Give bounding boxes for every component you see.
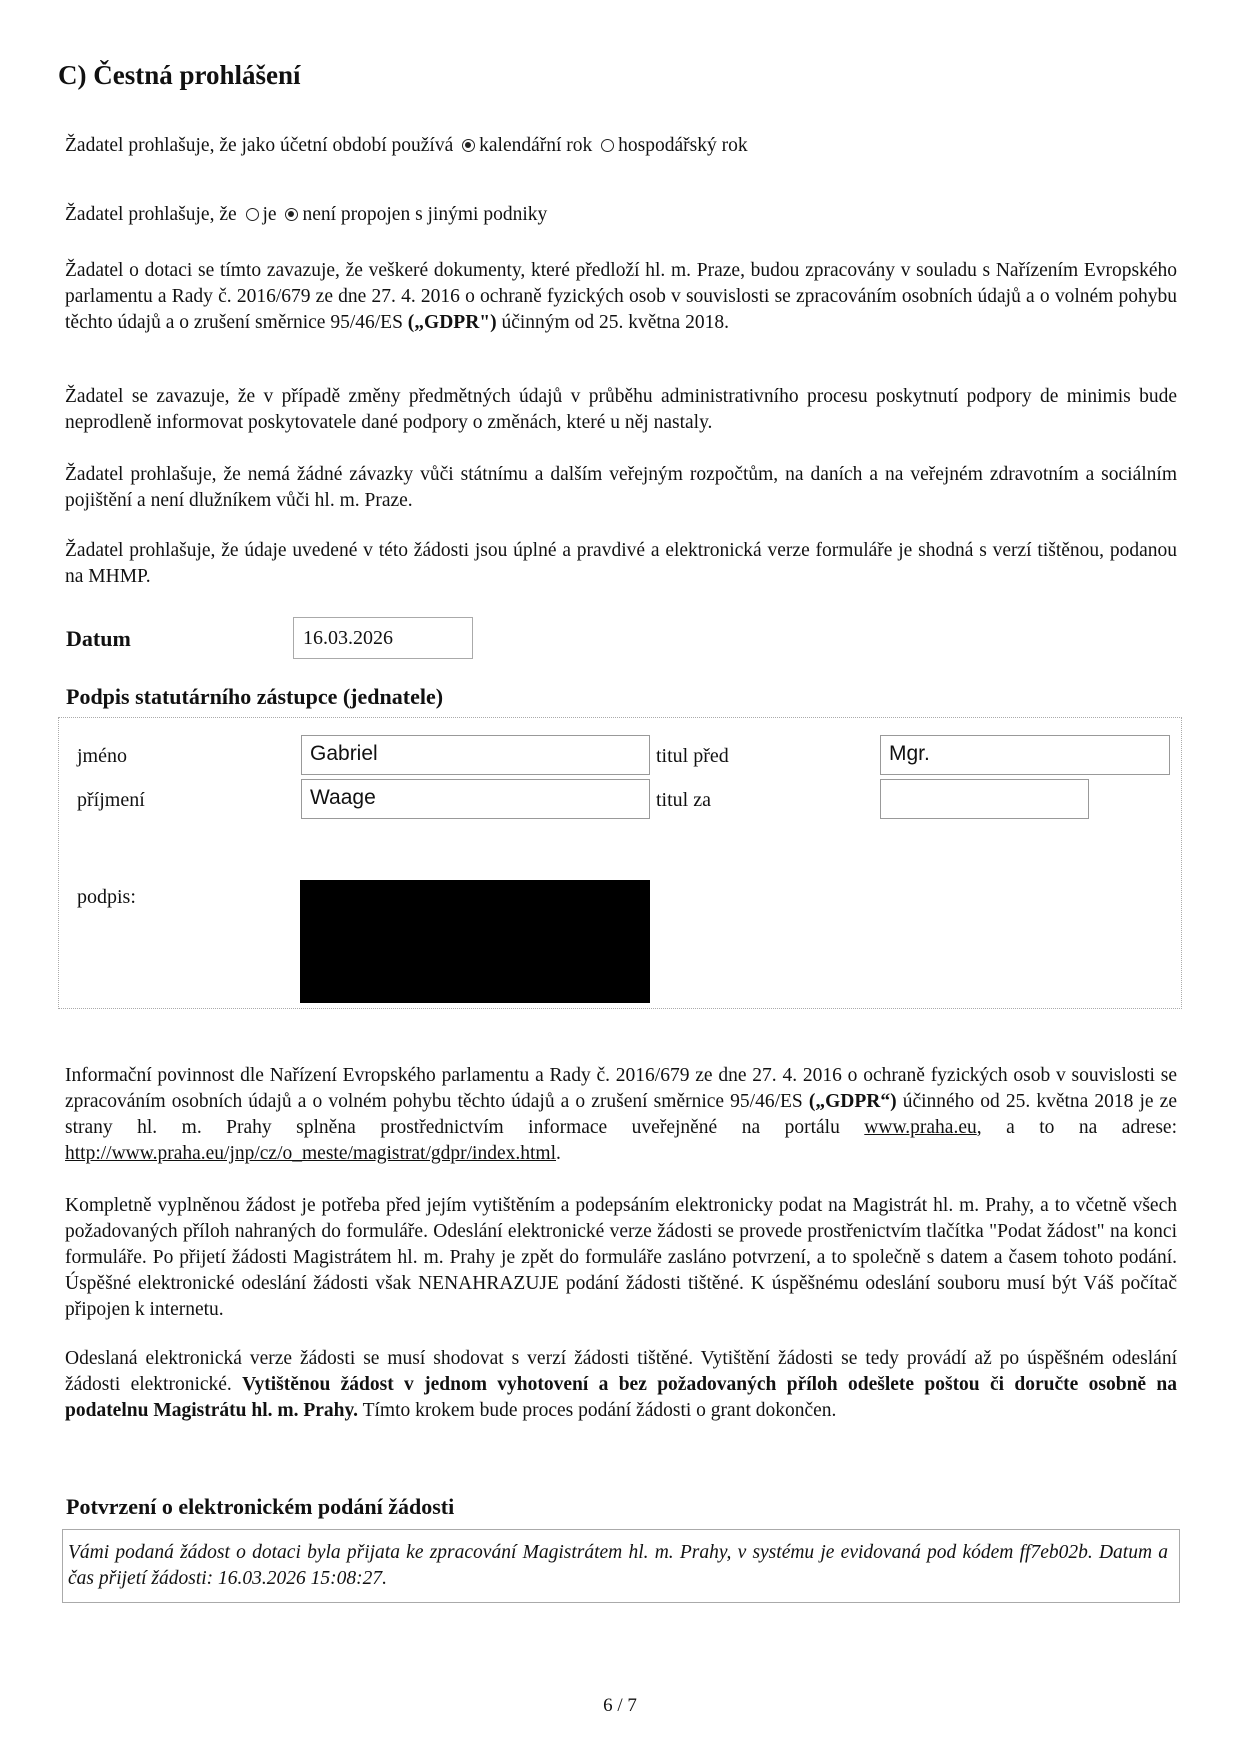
no-debts-paragraph: Žadatel prohlašuje, že nemá žádné závazky vůči státnímu a dalším veřejným rozpočtům, na daních a na veřejném zdravotním a sociálním pojištění a není dlužníkem vůči hl. m. Praze. <box>65 464 1177 511</box>
label-calendar-year: kalendářní rok <box>479 135 593 156</box>
title-after-label: titul za <box>656 789 711 811</box>
radio-linked-is[interactable] <box>246 208 259 221</box>
date-value: 16.03.2026 <box>303 627 393 649</box>
print-info-paragraph <box>65 1346 1177 1424</box>
radio-linked-isnot[interactable] <box>285 208 298 221</box>
linked-enterprises-row <box>65 202 547 228</box>
label-linked-is: je <box>262 204 277 225</box>
gdpr-commitment-text-2: účinným od 25. května 2018. <box>496 312 729 333</box>
first-name-input[interactable]: Gabriel <box>301 735 650 775</box>
title-after-input[interactable] <box>880 779 1089 819</box>
print-info-text-1: Odeslaná elektronická verze žádosti se musí shodovat s verzí žádosti tištěné. Vytištění žádosti se tedy provádí až po úspěšném odeslání žádosti elektronické. <box>65 1348 1177 1395</box>
gdpr-commitment-paragraph <box>65 258 1177 336</box>
submit-info-paragraph: Kompletně vyplněnou žádost je potřeba před jejím vytištěním a podepsáním elektronicky podat na Magistrát hl. m. Prahy, a to včetně všech požadovaných příloh nahraných do formuláře. Odeslání elektronické verze žádosti se provede prostřenictvím tlačítka "Podat žádost" na konci formuláře. Po přijetí žádosti Magistrátem hl. m. Prahy je zpět do formuláře zasláno potvrzení, a to společně s datem a časem tohoto podání. Úspěšné elektronické odeslání žádosti však NENAHRAZUJE podání žádosti tištěné. K úspěšnému odeslání souboru musí být Váš počítač připojen k internetu. <box>65 1195 1177 1320</box>
label-linked-isnot: není propojen s jinými podniky <box>302 204 548 225</box>
data-true-paragraph: Žadatel prohlašuje, že údaje uvedené v této žádosti jsou úplné a pravdivé a elektronická verze formuláře je shodná s verzí tištěnou, podanou na MHMP. <box>65 540 1177 587</box>
praha-portal-link[interactable]: www.praha.eu <box>864 1117 977 1138</box>
confirmation-box <box>62 1529 1180 1603</box>
gdpr-commitment-text-1: Žadatel o dotaci se tímto zavazuje, že veškeré dokumenty, které předloží hl. m. Praze, budou zpracovány v souladu s Nařízením Evropského parlamentu a Rady č. 2016/679 ze dne 27. 4. 2016 o ochraně fyzických osob v souvislosti se zpracováním osobních údajů a o volném pohybu těchto údajů a o zrušení směrnice 95/46/ES <box>65 260 1177 333</box>
info-duty-text-2: účinného od 25. května 2018 je ze strany hl. m. Prahy splněna prostřednictvím informace uveřejněné na portálu <box>65 1091 1177 1138</box>
info-duty-text-3: , a to na adrese: <box>976 1117 1177 1138</box>
accounting-prefix: Žadatel prohlašuje, že jako účetní období používá <box>65 135 454 156</box>
first-name-label: jméno <box>77 745 127 767</box>
date-field[interactable] <box>293 617 473 659</box>
info-duty-text-1: Informační povinnost dle Nařízení Evropského parlamentu a Rady č. 2016/679 ze dne 27. 4. 2016 o ochraně fyzických osob v souvislosti se zpracováním osobních údajů a o volném pohybu těchto údajů a o zrušení směrnice 95/46/ES <box>65 1065 1177 1112</box>
accounting-period-row <box>65 133 748 159</box>
label-fiscal-year: hospodářský rok <box>618 135 748 156</box>
change-notice-paragraph: Žadatel se zavazuje, že v případě změny předmětných údajů v průběhu administrativního procesu poskytnutí podpory de minimis bude neprodleně informovat poskytovatele dané podpory o změnách, které u něj nastaly. <box>65 386 1177 433</box>
confirmation-title: Potvrzení o elektronickém podání žádosti <box>66 1494 455 1519</box>
linked-prefix: Žadatel prohlašuje, že <box>65 204 237 225</box>
signature-redacted-area <box>300 880 650 1003</box>
radio-calendar-year[interactable] <box>462 139 475 152</box>
info-duty-bold: („GDPR“) <box>808 1091 897 1112</box>
radio-fiscal-year[interactable] <box>601 139 614 152</box>
gdpr-page-link[interactable]: http://www.praha.eu/jnp/cz/o_meste/magistrat/gdpr/index.html <box>65 1143 557 1164</box>
section-title: C) Čestná prohlášení <box>58 60 301 90</box>
date-label: Datum <box>66 626 131 651</box>
gdpr-commitment-bold: („GDPR") <box>407 312 497 333</box>
print-info-text-2: Tímto krokem bude proces podání žádosti o grant dokončen. <box>358 1400 837 1421</box>
signature-section-title: Podpis statutárního zástupce (jednatele) <box>66 684 444 709</box>
title-before-label: titul před <box>656 745 729 767</box>
confirmation-text: Vámi podaná žádost o dotaci byla přijata ke zpracování Magistrátem hl. m. Prahy, v systému je evidovaná pod kódem ff7eb02b. Datum a čas přijetí žádosti: 16.03.2026 15:08:27. <box>68 1542 1168 1589</box>
info-duty-text-4: . <box>556 1143 561 1164</box>
last-name-input[interactable]: Waage <box>301 779 650 819</box>
last-name-label: příjmení <box>77 789 145 811</box>
print-info-bold: Vytištěnou žádost v jednom vyhotovení a bez požadovaných příloh odešlete poštou či doručte osobně na podatelnu Magistrátu hl. m. Prahy. <box>65 1374 1177 1421</box>
info-duty-paragraph <box>65 1063 1177 1167</box>
title-before-input[interactable]: Mgr. <box>880 735 1170 775</box>
page-number: 6 / 7 <box>603 1695 637 1716</box>
signature-label: podpis: <box>77 886 136 908</box>
